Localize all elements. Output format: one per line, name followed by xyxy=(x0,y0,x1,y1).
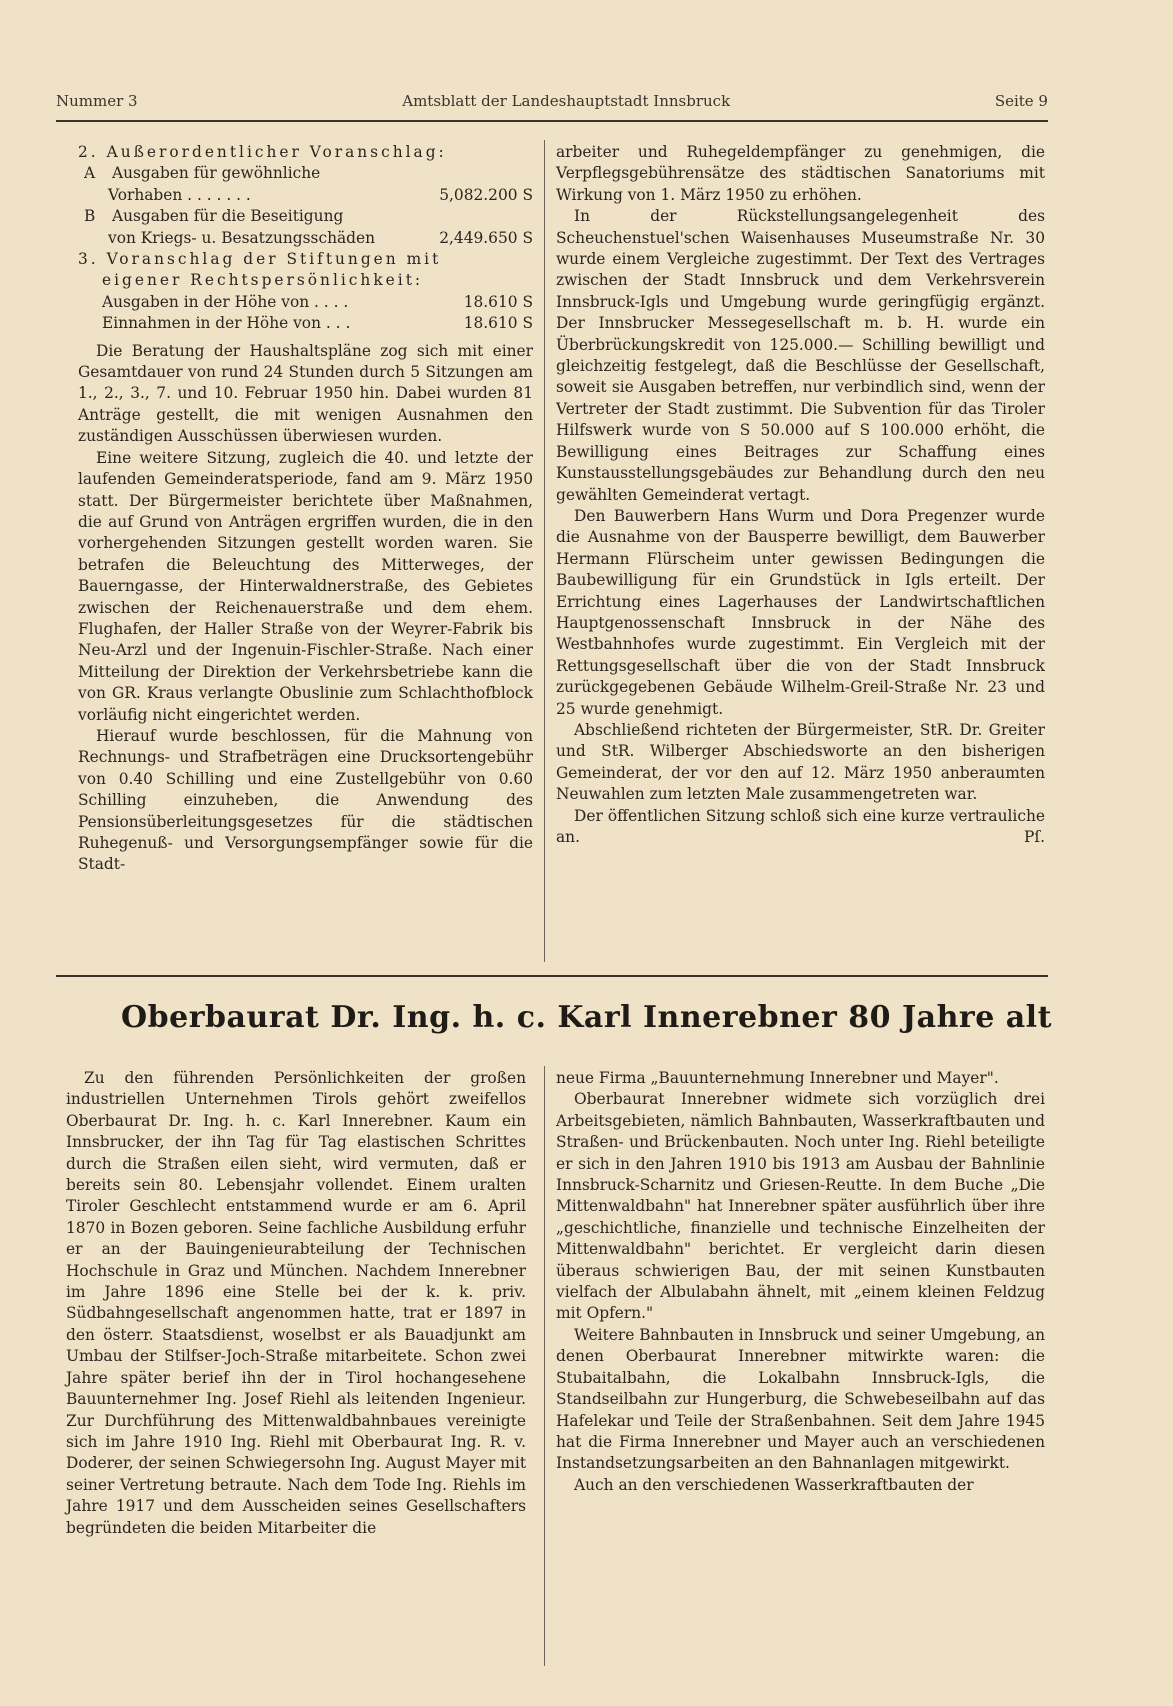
closing-text: Der öffentlichen Sitzung schloß sich eine kurze vertrauliche an. xyxy=(556,806,1045,846)
budget-heading-3-cont: eigener Rechtspersönlichkeit: xyxy=(102,271,424,290)
paragraph: neue Firma „Bauunternehmung Innerebner und Mayer". xyxy=(556,1069,999,1087)
paragraph: arbeiter und Ruhegeldempfänger zu genehmigen, die Verpflegsgebührensätze des städtischen Sanatoriums mit Wirkung von 1. März 1950 zu erhöhen. xyxy=(556,143,1045,204)
paragraph: Abschließend richteten der Bürgermeister, StR. Dr. Greiter und StR. Wilberger Abschiedsworte an den bisherigen Gemeinderat, der vor den auf 12. März 1950 anberaumten Neuwahlen zum letzten Male zusammengetreten war. xyxy=(556,720,1045,804)
article-title: Oberbaurat Dr. Ing. h. c. Karl Innerebner 80 Jahre alt xyxy=(121,1000,1052,1035)
budget-heading-2: 2. Außerordentlicher Voranschlag: xyxy=(78,143,447,161)
column-divider xyxy=(544,1066,545,1666)
foundation-expenses-label: Ausgaben in der Höhe von . . . . xyxy=(102,292,349,311)
paragraph: Zu den führenden Persönlichkeiten der großen industriellen Unternehmen Tirols gehört zweifellos Oberbaurat Dr. Ing. h. c. Karl Innerebner. Kaum ein Innsbrucker, der ihn Tag für Tag elastischen Schrittes durch die Straßen eilen sieht, wird vermuten, daß er bereits sein 80. Lebensjahr vollendet. Einem uralten Tiroler Geschlecht entstammend wurde er am 6. April 1870 in Bozen geboren. Seine fachliche Ausbildung erfuhr er an der Bauingenieurabteilung der Technischen Hochschule in Graz und München. Nachdem Innerebner im Jahre 1896 eine Stelle bei der k. k. priv. Südbahngesellschaft angenommen hatte, trat er 1897 in den österr. Staatsdienst, woselbst er als Bauadjunkt am Umbau der Stilfser-Joch-Straße mitarbeitete. Schon zwei Jahre später berief ihn der in Tirol hochangesehene Bauunternehmer Ing. Josef Riehl als leitenden Ingenieur. Zur Durchführung des Mittenwaldbahnbaues vereinigte sich im Jahre 1910 Ing. Riehl mit Oberbaurat Ing. R. v. Doderer, der seinen Schwiegersohn Ing. August Mayer mit seiner Vertretung betraute. Nach dem Tode Ing. Riehls im Jahre 1917 und dem Ausscheiden seines Gesellschafters begründeten die beiden Mitarbeiter die xyxy=(66,1069,527,1537)
budget-item-b xyxy=(78,206,533,227)
page-number: Seite 9 xyxy=(994,92,1048,110)
page-header xyxy=(56,92,1048,110)
paragraph: In der Rückstellungsangelegenheit des Scheuchenstuel'schen Waisenhauses Museumstraße Nr. 30 wurde einem Vergleiche zugestimmt. Der Text des Vertrages zwischen der Stadt Innsbruck und dem Verkehrsverein Innsbruck-Igls und Umgebung wurde geringfügig ergänzt. Der Innsbrucker Messegesellschaft m. b. H. wurde ein Überbrückungskredit von 125.000.— Schilling bewilligt und gleichzeitig festgelegt, daß die Beschlüsse der Gesellschaft, soweit sie Ausgaben betreffen, nur verbindlich sind, wenn der Vertreter der Stadt zustimmt. Die Subvention für das Tiroler Hilfswerk wurde von S 50.000 auf S 100.000 erhöht, die Bewilligung eines Beitrages zur Schaffung eines Kunstausstellungsgebäudes zur Behandlung durch den neu gewählten Gemeinderat vertagt. xyxy=(556,207,1045,504)
paragraph: Weitere Bahnbauten in Innsbruck und seiner Umgebung, an denen Oberbaurat Innerebner mitwirkte waren: die Stubaitalbahn, die Lokalbahn Innsbruck-Igls, die Standseilbahn zur Hungerburg, die Schwebeseilbahn auf das Hafelekar und Teile der Straßenbahnen. Seit dem Jahre 1945 hat die Firma Innerebner und Mayer auch an verschiedenen Instandsetzungsarbeiten an den Bahnanlagen mitgewirkt. xyxy=(556,1325,1045,1473)
item-a-line2: Vorhaben . . . . . . . xyxy=(108,185,251,204)
top-left-column xyxy=(78,142,533,876)
budget-heading-3: 3. Voranschlag der Stiftungen mit xyxy=(78,250,442,269)
item-a-amount: 5,082.200 S xyxy=(439,185,533,204)
foundation-income-label: Einnahmen in der Höhe von . . . xyxy=(102,314,351,333)
paragraph: Hierauf wurde beschlossen, für die Mahnung von Rechnungs- und Strafbeträgen eine Drucksortengebühr von 0.40 Schilling und eine Zustellgebühr von 0.60 Schilling einzuheben, die Anwendung des Pensionsüberleitungsgesetzes für die städtischen Ruhegenuß- und Versorgungsempfänger sowie für die Stadt- xyxy=(78,726,533,874)
item-b-line1: Ausgaben für die Beseitigung xyxy=(112,207,344,226)
item-b-letter: B xyxy=(84,207,96,226)
budget-item-a xyxy=(78,163,533,184)
section-rule xyxy=(56,975,1048,977)
article-left-column xyxy=(66,1068,526,1539)
column-divider xyxy=(544,140,545,962)
author-signature: Pſ. xyxy=(1024,828,1045,846)
closing-paragraph xyxy=(556,806,1045,849)
foundation-expenses-row xyxy=(78,292,533,313)
foundation-income-row xyxy=(78,313,533,334)
paragraph: Eine weitere Sitzung, zugleich die 40. und letzte der laufenden Gemeinderatsperiode, fand am 9. März 1950 statt. Der Bürgermeister berichtete über Maßnahmen, die auf Grund von Anträgen ergriffen wurden, die in den vorhergehenden Sitzungen gestellt worden waren. Sie betrafen die Beleuchtung des Mitterweges, der Bauerngasse, der Hinterwaldnerstraße, des Gebietes zwischen der Reichenauerstraße und dem ehem. Flughafen, der Haller Straße von der Weyrer-Fabrik bis Neu-Arzl und der Ingenuin-Fischler-Straße. Nach einer Mitteilung der Direktion der Verkehrsbetriebe kann die von GR. Kraus verlangte Obuslinie zum Schlachthofblock vorläufig nicht eingerichtet werden. xyxy=(78,448,533,724)
item-b-amount: 2,449.650 S xyxy=(439,228,533,247)
item-b-row xyxy=(78,228,533,249)
item-b-line2: von Kriegs- u. Besatzungsschäden xyxy=(108,228,376,247)
foundation-expenses-amount: 18.610 S xyxy=(463,292,533,311)
paragraph: Oberbaurat Innerebner widmete sich vorzüglich drei Arbeitsgebieten, nämlich Bahnbauten, Wasserkraftbauten und Straßen- und Brückenbauten. Noch unter Ing. Riehl beteiligte er sich in den Jahren 1910 bis 1913 am Ausbau der Bahnlinie Innsbruck-Scharnitz und Griesen-Reutte. In dem Buche „Die Mittenwaldbahn" hat Innerebner später ausführlich über ihre „geschichtliche, finanzielle und technische Einzelheiten der Mittenwaldbahn" berichtet. Er vergleicht darin diesen überaus schwierigen Bau, der mit seinen Kunstbauten vielfach der Albulabahn ähnelt, mit „einem kleinen Feldzug mit Opfern." xyxy=(556,1090,1045,1323)
publication-title: Amtsblatt der Landeshauptstadt Innsbruck xyxy=(402,92,731,110)
foundation-income-amount: 18.610 S xyxy=(463,314,533,333)
article-right-column xyxy=(556,1068,1045,1496)
paragraph: Den Bauwerbern Hans Wurm und Dora Pregenzer wurde die Ausnahme von der Bausperre bewilligt, dem Bauwerber Hermann Flürscheim unter gewissen Bedingungen die Baubewilligung für ein Grundstück in Igls erteilt. Der Errichtung eines Lagerhauses der Landwirtschaftlichen Hauptgenossenschaft Innsbruck in der Nähe des Westbahnhofes wurde zugestimmt. Ein Vergleich mit der Rettungsgesellschaft über die von der Stadt Innsbruck zurückgegebenen Gebäude Wilhelm-Greil-Straße Nr. 23 und 25 wurde genehmigt. xyxy=(556,506,1045,718)
item-a-row xyxy=(78,185,533,206)
top-right-column xyxy=(556,142,1045,848)
item-a-letter: A xyxy=(84,164,96,183)
issue-number: Nummer 3 xyxy=(56,92,138,110)
paragraph: Die Beratung der Haushaltspläne zog sich mit einer Gesamtdauer von rund 24 Stunden durch 5 Sitzungen am 1., 2., 3., 7. und 10. Februar 1950 hin. Dabei wurden 81 Anträge gestellt, die mit wenigen Ausnahmen den zuständigen Ausschüssen überwiesen wurden. xyxy=(78,341,533,446)
header-rule xyxy=(56,120,1048,122)
item-a-line1: Ausgaben für gewöhnliche xyxy=(112,164,321,183)
paragraph: Auch an den verschiedenen Wasserkraftbauten der xyxy=(574,1475,974,1494)
